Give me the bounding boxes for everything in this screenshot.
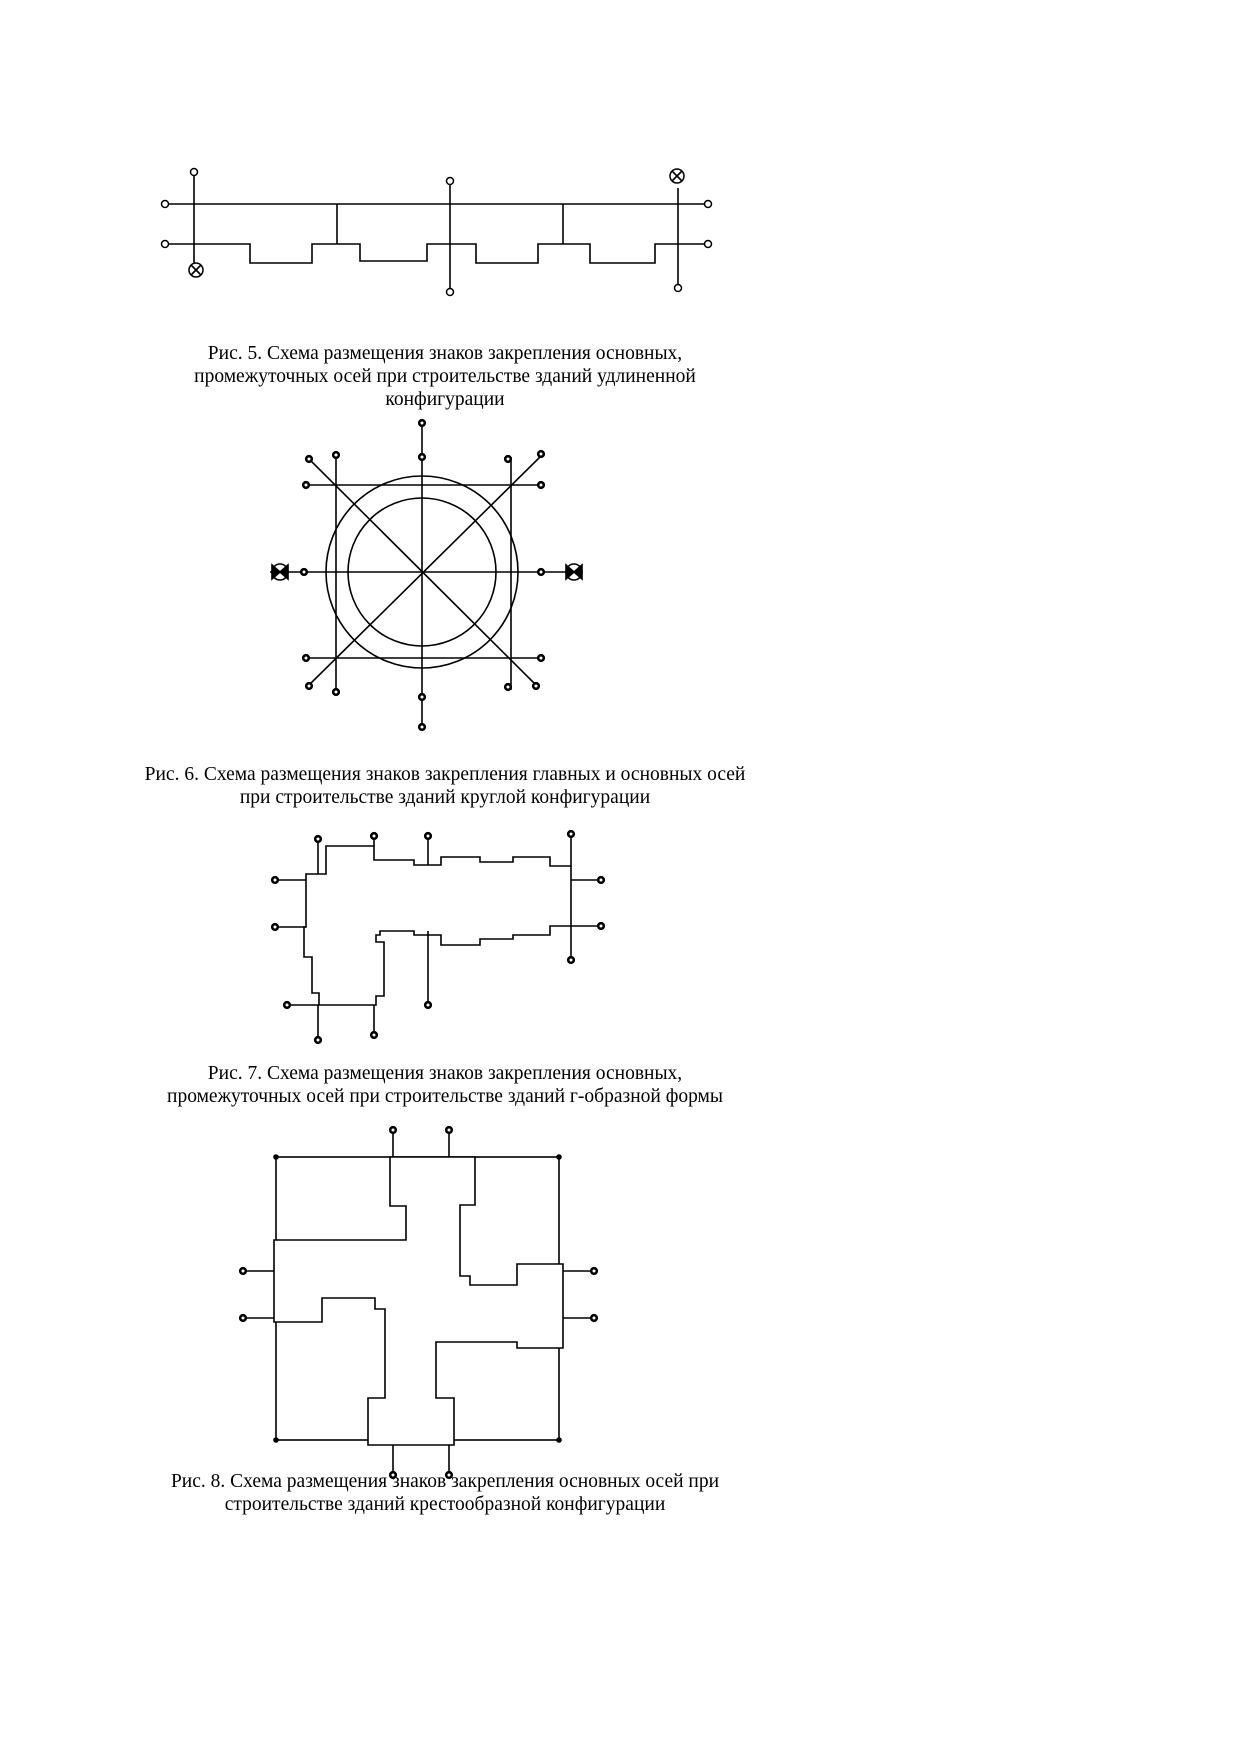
axis-mark-icon xyxy=(591,1315,597,1321)
caption-line: промежуточных осей при строительстве зданий удлиненной xyxy=(194,366,696,387)
axis-mark-icon xyxy=(371,833,377,839)
axis-mark-icon xyxy=(301,569,307,575)
axis-mark-icon xyxy=(447,289,454,296)
axis-mark-icon xyxy=(333,689,339,695)
corner-mark-icon xyxy=(273,1437,279,1443)
axis-mark-icon xyxy=(675,285,682,292)
axis-mark-icon xyxy=(568,831,574,837)
main-axis-mark-icon xyxy=(189,263,203,277)
figure-7-caption xyxy=(130,1062,760,1108)
axis-mark-icon xyxy=(505,456,511,462)
axis-mark-icon xyxy=(425,1002,431,1008)
caption-line: Рис. 5. Схема размещения знаков закрепления основных, xyxy=(207,343,683,364)
axis-mark-icon xyxy=(598,923,604,929)
axis-mark-icon xyxy=(538,569,544,575)
caption-line: Рис. 6. Схема размещения знаков закрепления главных и основных осей xyxy=(144,764,746,785)
axis-mark-icon xyxy=(306,456,312,462)
axis-mark-icon xyxy=(705,241,712,248)
axis-mark-icon xyxy=(419,694,425,700)
axis-mark-icon xyxy=(446,1127,452,1133)
axis-mark-icon xyxy=(419,724,425,730)
axis-mark-icon xyxy=(162,241,169,248)
corner-mark-icon xyxy=(556,1437,562,1443)
axis-mark-icon xyxy=(419,454,425,460)
axis-mark-icon xyxy=(591,1268,597,1274)
axis-mark-icon xyxy=(284,1002,290,1008)
axis-mark-icon xyxy=(240,1268,246,1274)
axis-mark-icon xyxy=(272,877,278,883)
axis-mark-icon xyxy=(315,836,321,842)
figure-8-diagram xyxy=(240,1127,597,1478)
axis-mark-icon xyxy=(538,451,544,457)
main-axis-mark-icon xyxy=(670,169,684,183)
axis-mark-icon xyxy=(315,1037,321,1043)
corner-mark-icon xyxy=(556,1154,562,1160)
axis-mark-icon xyxy=(505,684,511,690)
axis-mark-icon xyxy=(303,655,309,661)
axis-mark-icon xyxy=(705,201,712,208)
axis-mark-icon xyxy=(538,482,544,488)
figure-5-diagram xyxy=(162,169,712,296)
axis-mark-icon xyxy=(419,420,425,426)
figure-8-caption xyxy=(130,1470,760,1516)
caption-line: промежуточных осей при строительстве зданий г-образной формы xyxy=(167,1086,723,1107)
caption-line: Рис. 8. Схема размещения знаков закрепления основных осей при xyxy=(170,1471,720,1492)
figure-6-diagram xyxy=(270,420,582,730)
axis-mark-icon xyxy=(240,1315,246,1321)
axis-mark-icon xyxy=(306,683,312,689)
caption-line: Рис. 7. Схема размещения знаков закрепления основных, xyxy=(207,1063,683,1084)
axis-mark-icon xyxy=(191,169,198,176)
axis-mark-icon xyxy=(390,1127,396,1133)
caption-line: строительстве зданий крестообразной конфигурации xyxy=(224,1494,666,1515)
figure-5-caption xyxy=(170,342,720,411)
axis-mark-icon xyxy=(425,833,431,839)
caption-line: конфигурации xyxy=(385,389,505,410)
axis-mark-icon xyxy=(371,1032,377,1038)
axis-mark-icon xyxy=(598,877,604,883)
corner-mark-icon xyxy=(273,1154,279,1160)
axis-mark-icon xyxy=(447,178,454,185)
figure-7-diagram xyxy=(272,831,604,1043)
axis-mark-icon xyxy=(333,452,339,458)
figure-6-caption xyxy=(100,763,790,809)
axis-mark-icon xyxy=(538,655,544,661)
axis-mark-icon xyxy=(533,683,539,689)
caption-line: при строительстве зданий круглой конфигурации xyxy=(239,787,651,808)
axis-mark-icon xyxy=(162,201,169,208)
principal-axis-mark-icon xyxy=(566,564,582,580)
axis-mark-icon xyxy=(272,924,278,930)
principal-axis-mark-icon xyxy=(270,564,288,580)
axis-mark-icon xyxy=(568,957,574,963)
axis-mark-icon xyxy=(303,482,309,488)
